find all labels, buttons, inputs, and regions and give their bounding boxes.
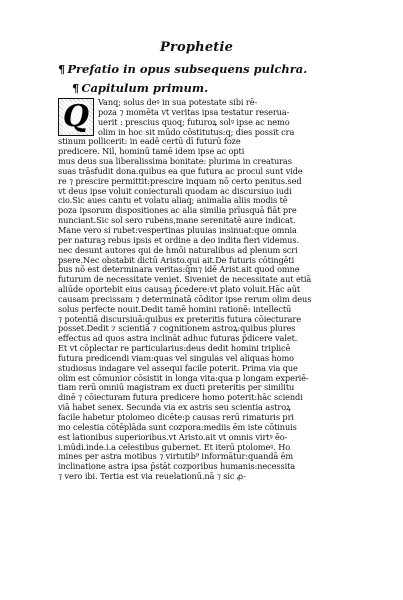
initial-letter: Q xyxy=(62,99,90,134)
preface-title: Prefatio in opus subsequens pulchra. xyxy=(67,62,308,76)
text-line: poza ⁊ momēta vt veritas ipsa testatur reserua- xyxy=(98,107,290,117)
text-line: poza ipsorum dispositiones ac alia similia prīusquā fiāt pre xyxy=(58,206,297,216)
chapter-heading xyxy=(72,81,372,95)
running-header: Prophetie xyxy=(160,40,234,55)
text-line: Vanq; solus deꝰ in sua potestate sibi rē- xyxy=(98,98,258,107)
text-line: posset.Dedit ⁊ scientiā ⁊ cognitionem astroꝝ:quibus plures xyxy=(58,324,296,334)
text-line: cio.Sic aues cantu et volatu aliaq; animalia aliis modis tē xyxy=(58,196,288,206)
text-line: inclinatione astra ipsa p̄stāt cozporibus humanis:necessita xyxy=(58,462,296,472)
text-line: predicere. Nil, hominū tamē idem ipse ac opti xyxy=(58,147,245,157)
paragraph-mark-icon: ¶ xyxy=(58,62,66,76)
text-line: mines per astra motibus ⁊ virtutib⁹ informātur:quandā ēm xyxy=(58,452,294,462)
text-line: suas trāsfudit dona.quibus ea que futura ac procul sunt vide xyxy=(58,166,303,176)
text-line: nec desunt autores qui de hmōi naturalibus ad plenum scri xyxy=(58,245,298,255)
text-line: viā habet senex. Secunda via ex astris seu scientia astroꝝ xyxy=(58,403,291,413)
text-line: re ⁊ prescire permittit:prescire inquam nō certo penitus.sed xyxy=(58,176,302,186)
text-line: i.mūdi.inde.i.a celestibus gubernet. Et iterū ptolomeꝰ. Ho xyxy=(58,442,291,452)
text-line: studiosus indagare vel assequi facile poterit. Prima via que xyxy=(58,363,298,373)
text-line: mus deus sua liberalissima bonitate: plurima in creaturas xyxy=(58,157,292,167)
text-line: psere.Nec obstabit dictū Aristo.qui ait.De futuris cōtingēti xyxy=(58,255,295,265)
text-line: aliūde oportebit eius causaꝫ p̄cedere:vt plato voluit.Hāc aūt xyxy=(58,285,301,295)
text-line: olim est cōmunior cōsistit in longa vita:qua p longam experiē- xyxy=(58,373,309,383)
text-line: mo celestia cōtēplāda sunt cozpora:mediis ēm iste cōtinuis xyxy=(58,422,297,432)
text-line: effectus ad quos astra inclināt adhuc futuras p̄dicere valet. xyxy=(58,334,298,344)
text-line: causam precissam ⁊ determinatā cōditor ipse rerum olim deus xyxy=(58,294,312,304)
text-line: bus nō est determinara veritas:q̄m⁊ idē Arist.ait quod omne xyxy=(58,265,300,275)
text-line: facile habetur ptolomeo dicēte:p causas rerū rimaturis pri xyxy=(58,413,294,422)
text-line: vt deus ipse voluit coniecturali quodam ac discursiuo iudi xyxy=(58,186,292,196)
text-line: uerit : prescius quoq; futuroꝝ solꝰ ipse ac nemo xyxy=(98,117,290,127)
text-line: dinē ⁊ cōiecturam futura predicere homo poterit:hāc sciendi xyxy=(58,393,303,403)
chapter-title: Capitulum primum. xyxy=(81,81,209,95)
text-line: per naturaꝫ rebus ipsis et ordine a deo indita fieri videmus. xyxy=(58,235,299,245)
text-line: Mane vero si rubet:vespertinas pluuias insinuat:que omnia xyxy=(58,225,297,235)
text-line: Et vt cōplectar re particularius:deus dedit homini triplicē xyxy=(58,344,291,354)
text-line: olim in hoc sit mūdo cōstitutus:q; dies possit cra xyxy=(98,127,295,137)
text-line: nunciant.Sic sol sero rubens,mane serenitatē aure indicat. xyxy=(58,216,296,226)
text-line: ⁊ vero ibi. Tertia est via reuelationū.nā ⁊ sic ꝓ- xyxy=(58,472,246,482)
text-line: est lationibus superioribus.vt Aristo.ait vt omnis virtꝰ ēo- xyxy=(58,432,288,442)
text-line: futurum de necessitate veniet. Siveniet de necessitate aut etiā xyxy=(58,275,312,285)
text-line: tiam rerū omniū magistram ex ducti preteritis per similitu xyxy=(58,383,295,393)
paragraph-mark-icon: ¶ xyxy=(72,81,80,95)
text-line: stinum pollicerit: in eadē certū dī futurū foze xyxy=(58,137,241,147)
text-line: solus perfecte nouit.Dedit tamē homini rationē: intellectū xyxy=(58,304,292,314)
text-line: ⁊ potentiā discursiuā:quibus ex preteritis futura cōiecturare xyxy=(58,314,301,324)
preface-heading xyxy=(58,62,378,76)
body-text xyxy=(58,98,370,482)
text-line: futura predicendi viam:quas vel singulas vel aliquas homo xyxy=(58,353,294,363)
